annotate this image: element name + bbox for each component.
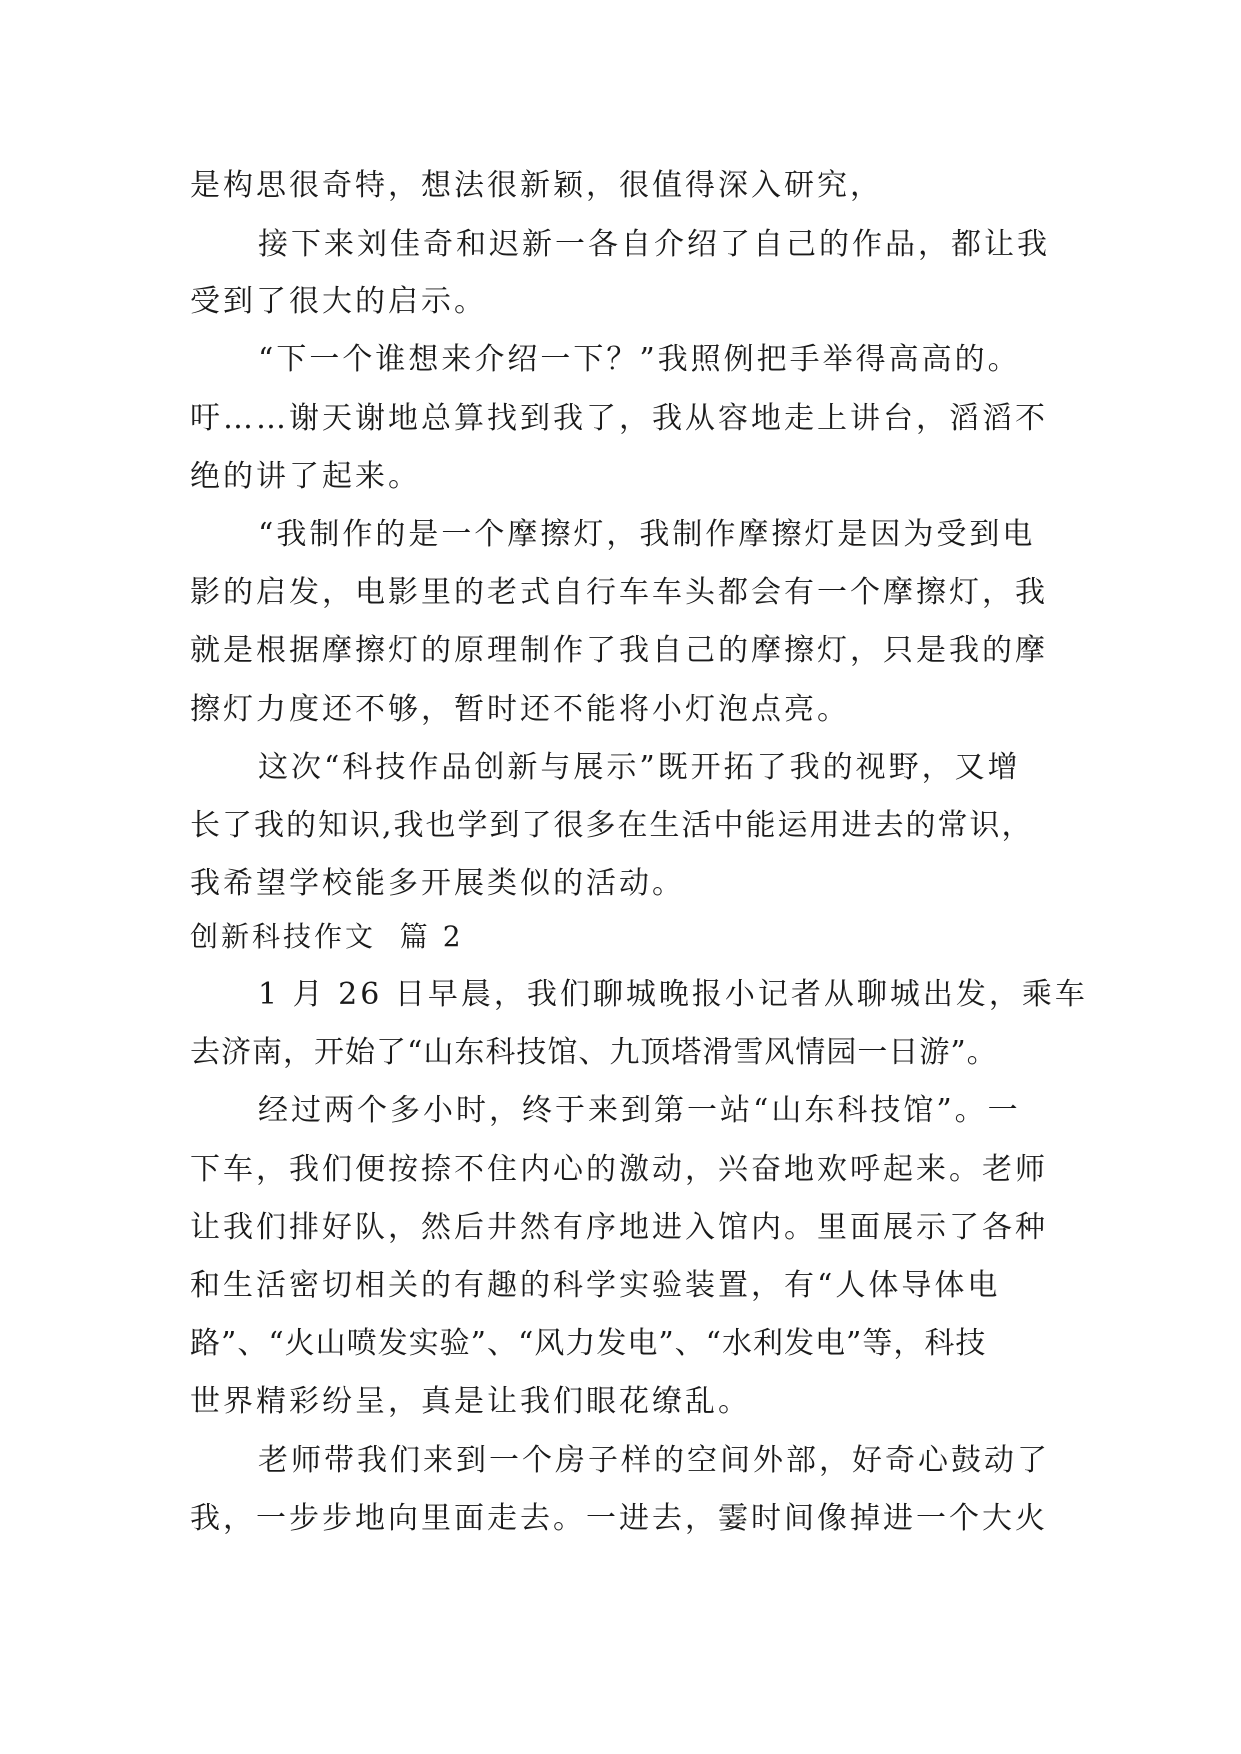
text-line: 路”、“火山喷发实验”、“风力发电”、“水利发电”等，科技 [190,1326,987,1361]
text-line: 影的启发，电影里的老式自行车车头都会有一个摩擦灯，我 [190,575,1048,610]
text-line: “下一个谁想来介绍一下？”我照例把手举得高高的。 [258,342,1021,377]
text-line: 老师带我们来到一个房子样的空间外部，好奇心鼓动了 [258,1443,1050,1478]
text-line: 和生活密切相关的有趣的科学实验装置，有“人体导体电 [190,1268,1001,1303]
text-line: “我制作的是一个摩擦灯，我制作摩擦灯是因为受到电 [258,517,1036,552]
text-line: 受到了很大的启示。 [190,284,487,319]
text-line: 世界精彩纷呈，真是让我们眼花缭乱。 [190,1384,751,1419]
section-heading: 创新科技作文 篇 2 [190,920,464,953]
text-line: 就是根据摩擦灯的原理制作了我自己的摩擦灯，只是我的摩 [190,633,1048,668]
text-line: 我希望学校能多开展类似的活动。 [190,866,685,901]
text-line: 我，一步步地向里面走去。一进去，霎时间像掉进一个大火 [190,1501,1048,1536]
text-line: 让我们排好队，然后井然有序地进入馆内。里面展示了各种 [190,1210,1048,1245]
text-line: 吁……谢天谢地总算找到我了，我从容地走上讲台，滔滔不 [190,401,1048,436]
text-line: 是构思很奇特，想法很新颖，很值得深入研究， [190,168,883,203]
text-line: 绝的讲了起来。 [190,459,421,494]
text-line: 经过两个多小时，终于来到第一站“山东科技馆”。一 [258,1093,1021,1128]
text-line: 1 月 26 日早晨，我们聊城晚报小记者从聊城出发，乘车 [258,977,1088,1012]
text-line: 去济南，开始了“山东科技馆、九顶塔滑雪风情园一日游”。 [190,1035,998,1070]
text-line: 接下来刘佳奇和迟新一各自介绍了自己的作品，都让我 [258,227,1050,262]
text-line: 这次“科技作品创新与展示”既开拓了我的视野，又增 [258,750,1021,785]
text-line: 下车，我们便按捺不住内心的激动，兴奋地欢呼起来。老师 [190,1152,1048,1187]
text-line: 擦灯力度还不够，暂时还不能将小灯泡点亮。 [190,692,850,727]
text-line: 长了我的知识,我也学到了很多在生活中能运用进去的常识， [190,808,1034,843]
